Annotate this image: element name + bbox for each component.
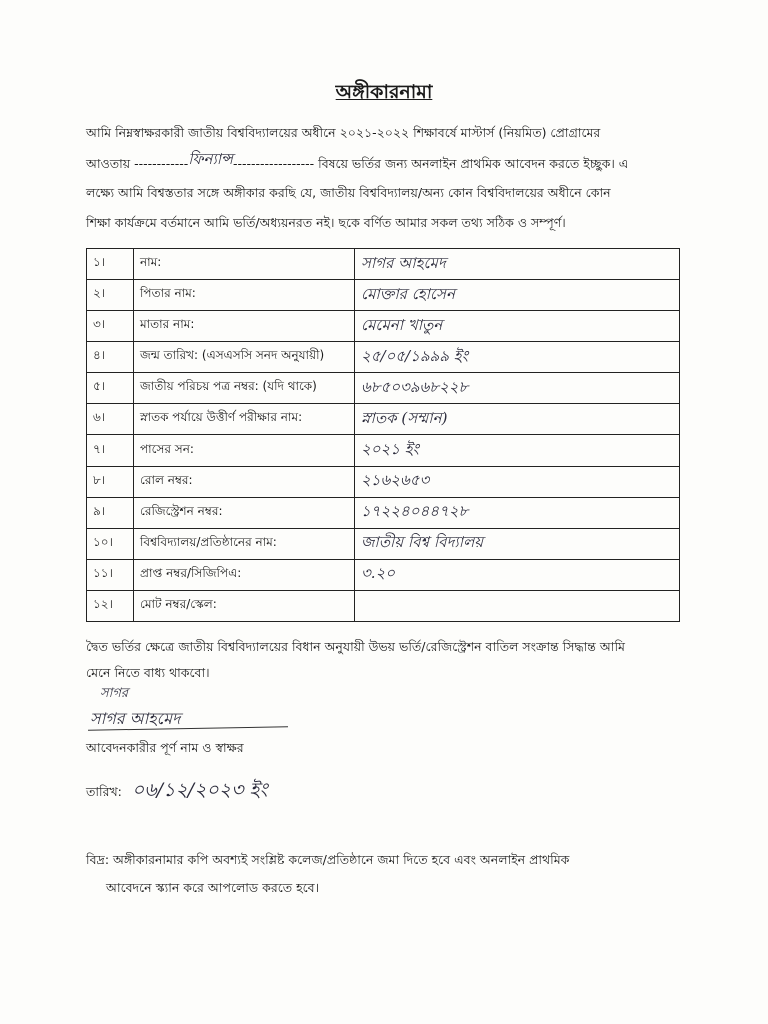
intro-line-2-prefix: আওতায় ------------ [86, 156, 189, 171]
row-number: ১০। [87, 528, 134, 559]
row-label: জাতীয় পরিচয় পত্র নম্বর: (যদি থাকে) [134, 373, 355, 404]
note-line-2: মেনে নিতে বাধ্য থাকবো। [86, 665, 210, 680]
row-label: নাম: [134, 249, 355, 280]
row-number: ১১। [87, 559, 134, 590]
row-number: ১২। [87, 590, 134, 621]
row-label: পাসের সন: [134, 435, 355, 466]
row-value: মেমেনা খাতুন [355, 311, 680, 342]
date-row [86, 776, 268, 808]
row-number: ৩। [87, 311, 134, 342]
row-number: ৪। [87, 342, 134, 373]
signature-short: সাগর [100, 686, 129, 701]
intro-line-2-suffix: ------------------ বিষয়ে ভর্তির জন্য অনলাইন প্রাথমিক আবেদন করতে ইচ্ছুক। এ [232, 156, 629, 171]
row-value: মোক্তার হোসেন [355, 280, 680, 311]
signature-full: সাগর আহমেদ [90, 709, 181, 728]
page-title: অঙ্গীকারনামা [335, 81, 433, 103]
row-value: স্নাতক (সম্মান) [355, 404, 680, 435]
row-label: পিতার নাম: [134, 280, 355, 311]
row-number: ১। [87, 249, 134, 280]
note-line-1: দ্বৈত ভর্তির ক্ষেত্রে জাতীয় বিশ্ববিদ্যালয়ের বিধান অনুযায়ী উভয় ভর্তি/রেজিস্ট্রেশন বাতিল সংক্রান্ত সিদ্ধান্ত আমি [86, 639, 625, 654]
info-table [86, 248, 680, 622]
footer-line-2: আবেদনে স্ক্যান করে আপলোড করতে হবে। [106, 880, 320, 895]
row-value: ৬৮৫০৩৯৬৮২২৮ [355, 373, 680, 404]
table-row [87, 590, 680, 621]
row-value: ৩.২০ [355, 559, 680, 590]
table-row [87, 497, 680, 528]
row-label: বিশ্ববিদ্যালয়/প্রতিষ্ঠানের নাম: [134, 528, 355, 559]
table-row [87, 404, 680, 435]
intro-line-2 [86, 148, 686, 178]
intro-line-3: লক্ষ্যে আমি বিশ্বস্ততার সঙ্গে অঙ্গীকার করছি যে, জাতীয় বিশ্ববিদ্যালয়/অন্য কোন বিশ্ববিদালয়ের অধীনে কোন [86, 185, 611, 200]
date-label: তারিখ: [86, 784, 122, 799]
row-number: ৯। [87, 497, 134, 528]
row-value: সাগর আহমেদ [355, 249, 680, 280]
row-value: ২১৬২৬৫৩ [355, 466, 680, 497]
table-row [87, 373, 680, 404]
row-value: জাতীয় বিশ্ব বিদ্যালয় [355, 528, 680, 559]
footer-note [86, 846, 686, 902]
row-number: ২। [87, 280, 134, 311]
footer-line-1: বিদ্র: অঙ্গীকারনামার কপি অবশ্যই সংশ্লিষ্ট কলেজ/প্রতিষ্ঠানে জমা দিতে হবে এবং অনলাইন প্রাথমিক [86, 852, 570, 867]
row-number: ৫। [87, 373, 134, 404]
row-value [355, 590, 680, 621]
row-label: স্নাতক পর্যায়ে উত্তীর্ণ পরীক্ষার নাম: [134, 404, 355, 435]
row-value: ২৫/০৫/১৯৯৯ ইং [355, 342, 680, 373]
table-row [87, 528, 680, 559]
intro-line-1: আমি নিম্নস্বাক্ষরকারী জাতীয় বিশ্ববিদ্যালয়ের অধীনে ২০২১-২০২২ শিক্ষাবর্ষে মাস্টার্স (নিয়মিত) প্রোগ্রামের [86, 125, 601, 140]
table-row [87, 466, 680, 497]
row-label: মোট নম্বর/স্কেল: [134, 590, 355, 621]
row-label: রোল নম্বর: [134, 466, 355, 497]
row-value: ২০২১ ইং [355, 435, 680, 466]
row-value: ১৭২২৪০৪৪৭২৮ [355, 497, 680, 528]
subject-handwritten: ফিন্যান্স [188, 150, 233, 168]
table-row [87, 342, 680, 373]
table-row [87, 435, 680, 466]
row-number: ৭। [87, 435, 134, 466]
table-row [87, 280, 680, 311]
table-row [87, 311, 680, 342]
table-row [87, 249, 680, 280]
table-row [87, 559, 680, 590]
row-label: প্রাপ্ত নম্বর/সিজিপিএ: [134, 559, 355, 590]
signature-label: আবেদনকারীর পূর্ণ নাম ও স্বাক্ষর [86, 740, 244, 755]
row-label: মাতার নাম: [134, 311, 355, 342]
row-number: ৬। [87, 404, 134, 435]
row-number: ৮। [87, 466, 134, 497]
note-paragraph [86, 634, 686, 686]
row-label: জন্ম তারিখ: (এসএসসি সনদ অনুযায়ী) [134, 342, 355, 373]
row-label: রেজিস্ট্রেশন নম্বর: [134, 497, 355, 528]
intro-line-4: শিক্ষা কার্যক্রমে বর্তমানে আমি ভর্তি/অধ্যয়নরত নই। ছকে বর্ণিত আমার সকল তথ্য সঠিক ও সম্পূর্ণ। [86, 215, 566, 230]
date-value: ০৬/১২/২০২৩ ইং [131, 779, 268, 801]
intro-paragraph [86, 118, 686, 238]
